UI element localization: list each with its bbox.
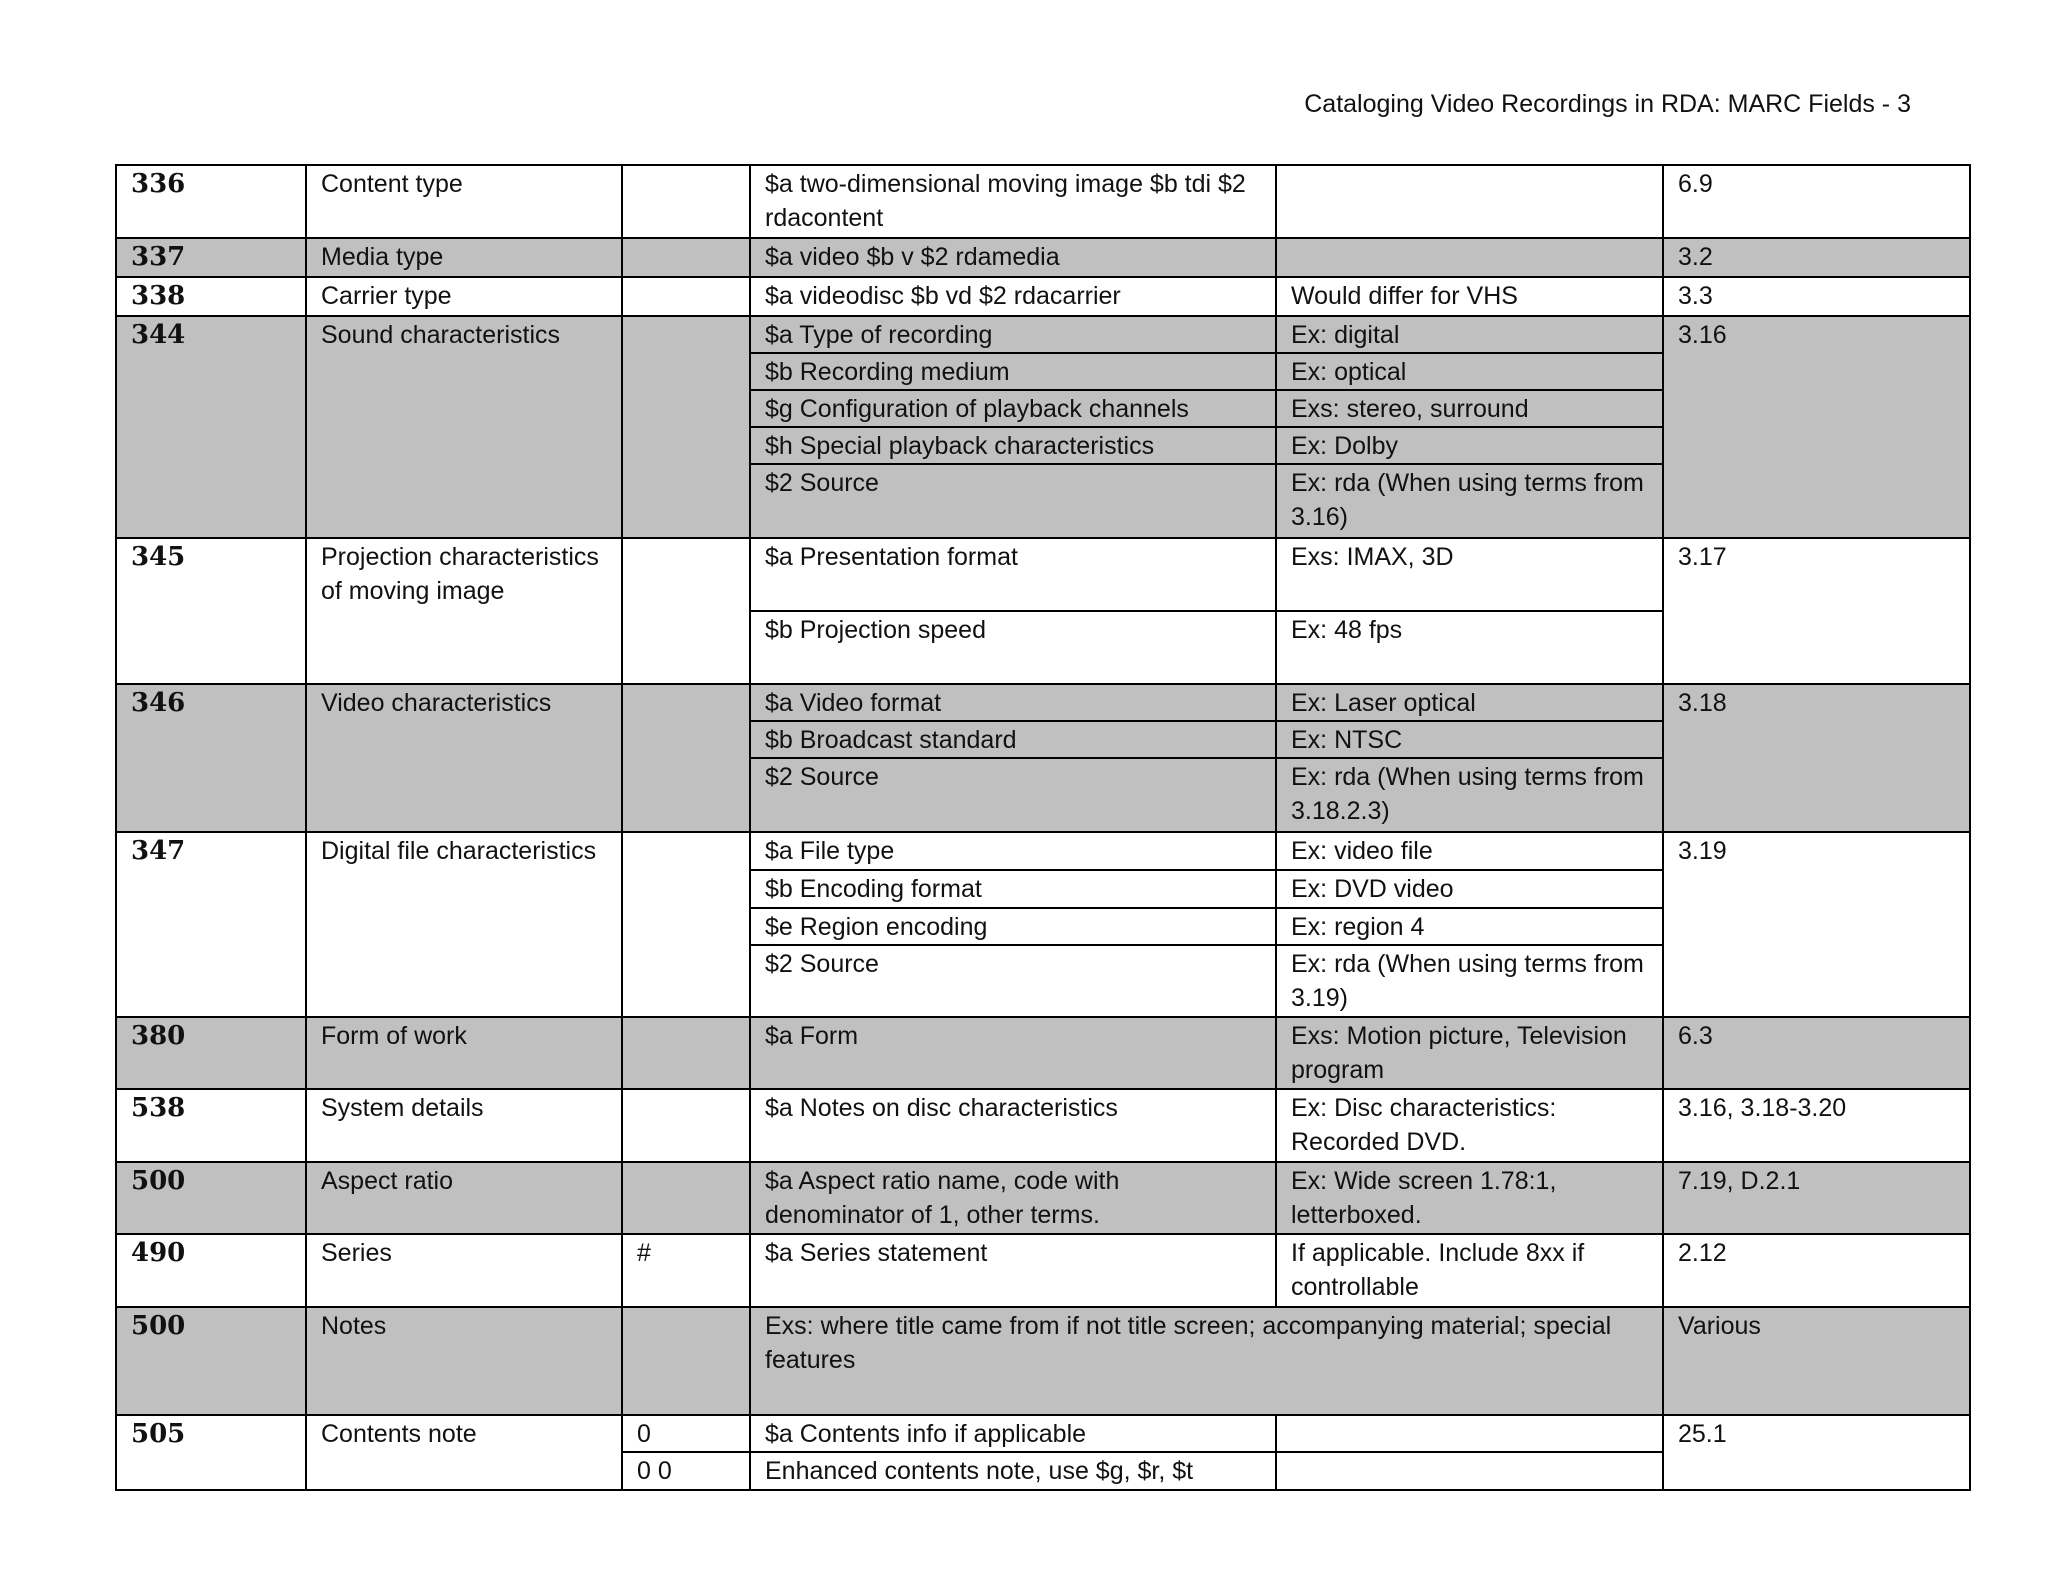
example-note: Ex: NTSC <box>1276 721 1663 758</box>
example-note: Ex: Wide screen 1.78:1, letterboxed. <box>1276 1162 1663 1234</box>
rda-rule: 3.17 <box>1663 538 1970 684</box>
subfield: $h Special playback characteristics <box>750 427 1276 464</box>
subfield: $a videodisc $b vd $2 rdacarrier <box>750 277 1276 316</box>
table-row <box>116 1415 1970 1452</box>
example-note: Ex: DVD video <box>1276 870 1663 908</box>
subfield: $a Video format <box>750 684 1276 721</box>
example-note <box>1276 1452 1663 1490</box>
subfield: Enhanced contents note, use $g, $r, $t <box>750 1452 1276 1490</box>
marc-tag: 337 <box>116 238 306 277</box>
example-note: Would differ for VHS <box>1276 277 1663 316</box>
marc-tag: 338 <box>116 277 306 316</box>
subfield: $b Broadcast standard <box>750 721 1276 758</box>
subfield: $g Configuration of playback channels <box>750 390 1276 427</box>
rda-rule: 6.3 <box>1663 1017 1970 1089</box>
rda-rule: 25.1 <box>1663 1415 1970 1490</box>
marc-tag: 500 <box>116 1162 306 1234</box>
example-note: Ex: region 4 <box>1276 908 1663 945</box>
marc-tag: 336 <box>116 165 306 238</box>
field-label: Carrier type <box>306 277 622 316</box>
indicator <box>622 165 750 238</box>
subfield: $a Notes on disc characteristics <box>750 1089 1276 1162</box>
example-note: Ex: Disc characteristics: Recorded DVD. <box>1276 1089 1663 1162</box>
table-row <box>116 1307 1970 1415</box>
rda-rule: 2.12 <box>1663 1234 1970 1307</box>
rda-rule: 3.18 <box>1663 684 1970 832</box>
rda-rule: 3.16 <box>1663 316 1970 538</box>
page-header-title: Cataloging Video Recordings in RDA: MARC Fields - 3 <box>1304 90 1911 118</box>
field-label: Contents note <box>306 1415 622 1490</box>
example-note: Ex: optical <box>1276 353 1663 390</box>
indicator <box>622 316 750 538</box>
indicator <box>622 832 750 1017</box>
rda-rule: Various <box>1663 1307 1970 1415</box>
table-row <box>116 1017 1970 1089</box>
subfield: $a File type <box>750 832 1276 870</box>
marc-tag: 345 <box>116 538 306 684</box>
marc-tag: 500 <box>116 1307 306 1415</box>
indicator <box>622 238 750 277</box>
example-note: Ex: Dolby <box>1276 427 1663 464</box>
table-row <box>116 684 1970 721</box>
field-label: Sound characteristics <box>306 316 622 538</box>
field-label: Form of work <box>306 1017 622 1089</box>
indicator <box>622 1089 750 1162</box>
marc-tag: 538 <box>116 1089 306 1162</box>
rda-rule: 3.2 <box>1663 238 1970 277</box>
field-label: Series <box>306 1234 622 1307</box>
subfield: $a Type of recording <box>750 316 1276 353</box>
field-label: Content type <box>306 165 622 238</box>
example-note: Exs: Motion picture, Television program <box>1276 1017 1663 1089</box>
subfield: $a Contents info if applicable <box>750 1415 1276 1452</box>
table-row <box>116 1234 1970 1307</box>
subfield: $a Series statement <box>750 1234 1276 1307</box>
example-note <box>1276 238 1663 277</box>
example-note: Exs: IMAX, 3D <box>1276 538 1663 611</box>
subfield: $2 Source <box>750 758 1276 832</box>
rda-rule: 3.16, 3.18-3.20 <box>1663 1089 1970 1162</box>
field-label: Projection characteristics of moving image <box>306 538 622 684</box>
marc-tag: 505 <box>116 1415 306 1490</box>
subfield: $e Region encoding <box>750 908 1276 945</box>
subfield: $b Recording medium <box>750 353 1276 390</box>
marc-tag: 490 <box>116 1234 306 1307</box>
table-row <box>116 1162 1970 1234</box>
field-label: System details <box>306 1089 622 1162</box>
subfield: $a Presentation format <box>750 538 1276 611</box>
marc-tag: 347 <box>116 832 306 1017</box>
example-note: Ex: video file <box>1276 832 1663 870</box>
indicator <box>622 684 750 832</box>
field-label: Aspect ratio <box>306 1162 622 1234</box>
example-note <box>1276 1415 1663 1452</box>
field-label: Notes <box>306 1307 622 1415</box>
field-label: Digital file characteristics <box>306 832 622 1017</box>
example-note: Ex: rda (When using terms from 3.16) <box>1276 464 1663 538</box>
example-note: Ex: 48 fps <box>1276 611 1663 684</box>
example-note: Ex: digital <box>1276 316 1663 353</box>
subfield: $a two-dimensional moving image $b tdi $2 rdacontent <box>750 165 1276 238</box>
subfield: $b Encoding format <box>750 870 1276 908</box>
marc-fields-table <box>115 164 1971 1491</box>
rda-rule: 7.19, D.2.1 <box>1663 1162 1970 1234</box>
rda-rule: 3.19 <box>1663 832 1970 1017</box>
subfield: $b Projection speed <box>750 611 1276 684</box>
indicator: 0 0 <box>622 1452 750 1490</box>
subfield: $a video $b v $2 rdamedia <box>750 238 1276 277</box>
example-note: Ex: Laser optical <box>1276 684 1663 721</box>
indicator <box>622 1162 750 1234</box>
indicator <box>622 1017 750 1089</box>
marc-tag: 346 <box>116 684 306 832</box>
indicator: 0 <box>622 1415 750 1452</box>
indicator <box>622 538 750 684</box>
example-note: Exs: stereo, surround <box>1276 390 1663 427</box>
subfield: $a Aspect ratio name, code with denominator of 1, other terms. <box>750 1162 1276 1234</box>
marc-tag: 380 <box>116 1017 306 1089</box>
table-row <box>116 316 1970 353</box>
example-note <box>1276 165 1663 238</box>
example-note: Ex: rda (When using terms from 3.18.2.3) <box>1276 758 1663 832</box>
indicator <box>622 277 750 316</box>
rda-rule: 3.3 <box>1663 277 1970 316</box>
table-row <box>116 238 1970 277</box>
subfield: $2 Source <box>750 464 1276 538</box>
field-label: Video characteristics <box>306 684 622 832</box>
rda-rule: 6.9 <box>1663 165 1970 238</box>
table-row <box>116 165 1970 238</box>
field-label: Media type <box>306 238 622 277</box>
table-row <box>116 832 1970 870</box>
subfield: $a Form <box>750 1017 1276 1089</box>
table-row <box>116 1089 1970 1162</box>
example-note: If applicable. Include 8xx if controllable <box>1276 1234 1663 1307</box>
indicator <box>622 1307 750 1415</box>
subfield: $2 Source <box>750 945 1276 1017</box>
example-note: Ex: rda (When using terms from 3.19) <box>1276 945 1663 1017</box>
subfield: Exs: where title came from if not title screen; accompanying material; special features <box>750 1307 1663 1415</box>
table-row <box>116 277 1970 316</box>
table-row <box>116 538 1970 611</box>
marc-tag: 344 <box>116 316 306 538</box>
indicator: # <box>622 1234 750 1307</box>
